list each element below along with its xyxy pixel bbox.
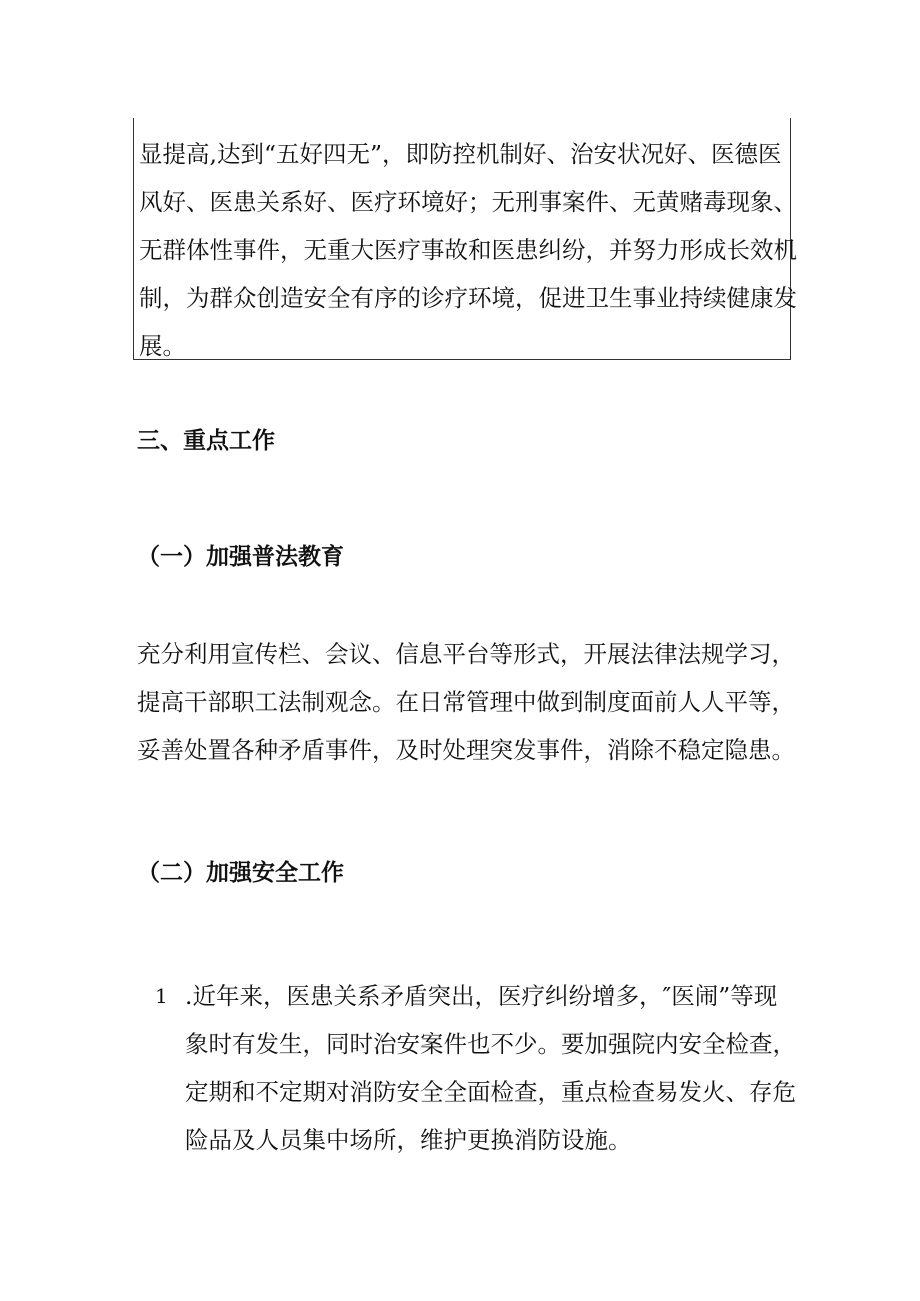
text-line: 风好、医患关系好、医疗环境好；无刑事案件、无黄赌毒现象、 (139, 188, 797, 216)
list-item-text (185, 972, 805, 1164)
text-line: 象时有发生，同时治安案件也不少。要加强院内安全检查， (185, 1030, 796, 1058)
section-heading-key-work: 三、重点工作 (137, 428, 275, 454)
text-line: 显提高,达到“五好四无”，即防控机制好、治安状况好、医德医 (139, 140, 782, 168)
subsection-heading-safety-work: （二）加强安全工作 (137, 860, 344, 886)
text-line: .近年来，医患关系矛盾突出，医疗纠纷增多，″医闹”等现 (185, 982, 778, 1010)
text-line: 定期和不定期对消防安全全面检查，重点检查易发火、存危 (185, 1078, 796, 1106)
subsection-heading-legal-education: （一）加强普法教育 (137, 544, 344, 570)
text-line: 制，为群众创造安全有序的诊疗环境，促进卫生事业持续健康发 (139, 284, 797, 312)
text-line: 险品及人员集中场所，维护更换消防设施。 (185, 1126, 632, 1154)
legal-education-paragraph (137, 630, 797, 774)
text-line: 无群体性事件，无重大医疗事故和医患纠纷，并努力形成长效机 (139, 236, 797, 264)
list-number: 1 (155, 984, 168, 1008)
text-line: 妥善处置各种矛盾事件，及时处理突发事件，消除不稳定隐患。 (137, 736, 795, 764)
boxed-paragraph (139, 130, 797, 370)
text-line: 展。 (139, 332, 186, 360)
boxed-paragraph-frame (133, 118, 797, 360)
text-line: 提高干部职工法制观念。在日常管理中做到制度面前人人平等， (137, 688, 795, 716)
text-line: 充分利用宣传栏、会议、信息平台等形式，开展法律法规学习， (137, 640, 795, 668)
